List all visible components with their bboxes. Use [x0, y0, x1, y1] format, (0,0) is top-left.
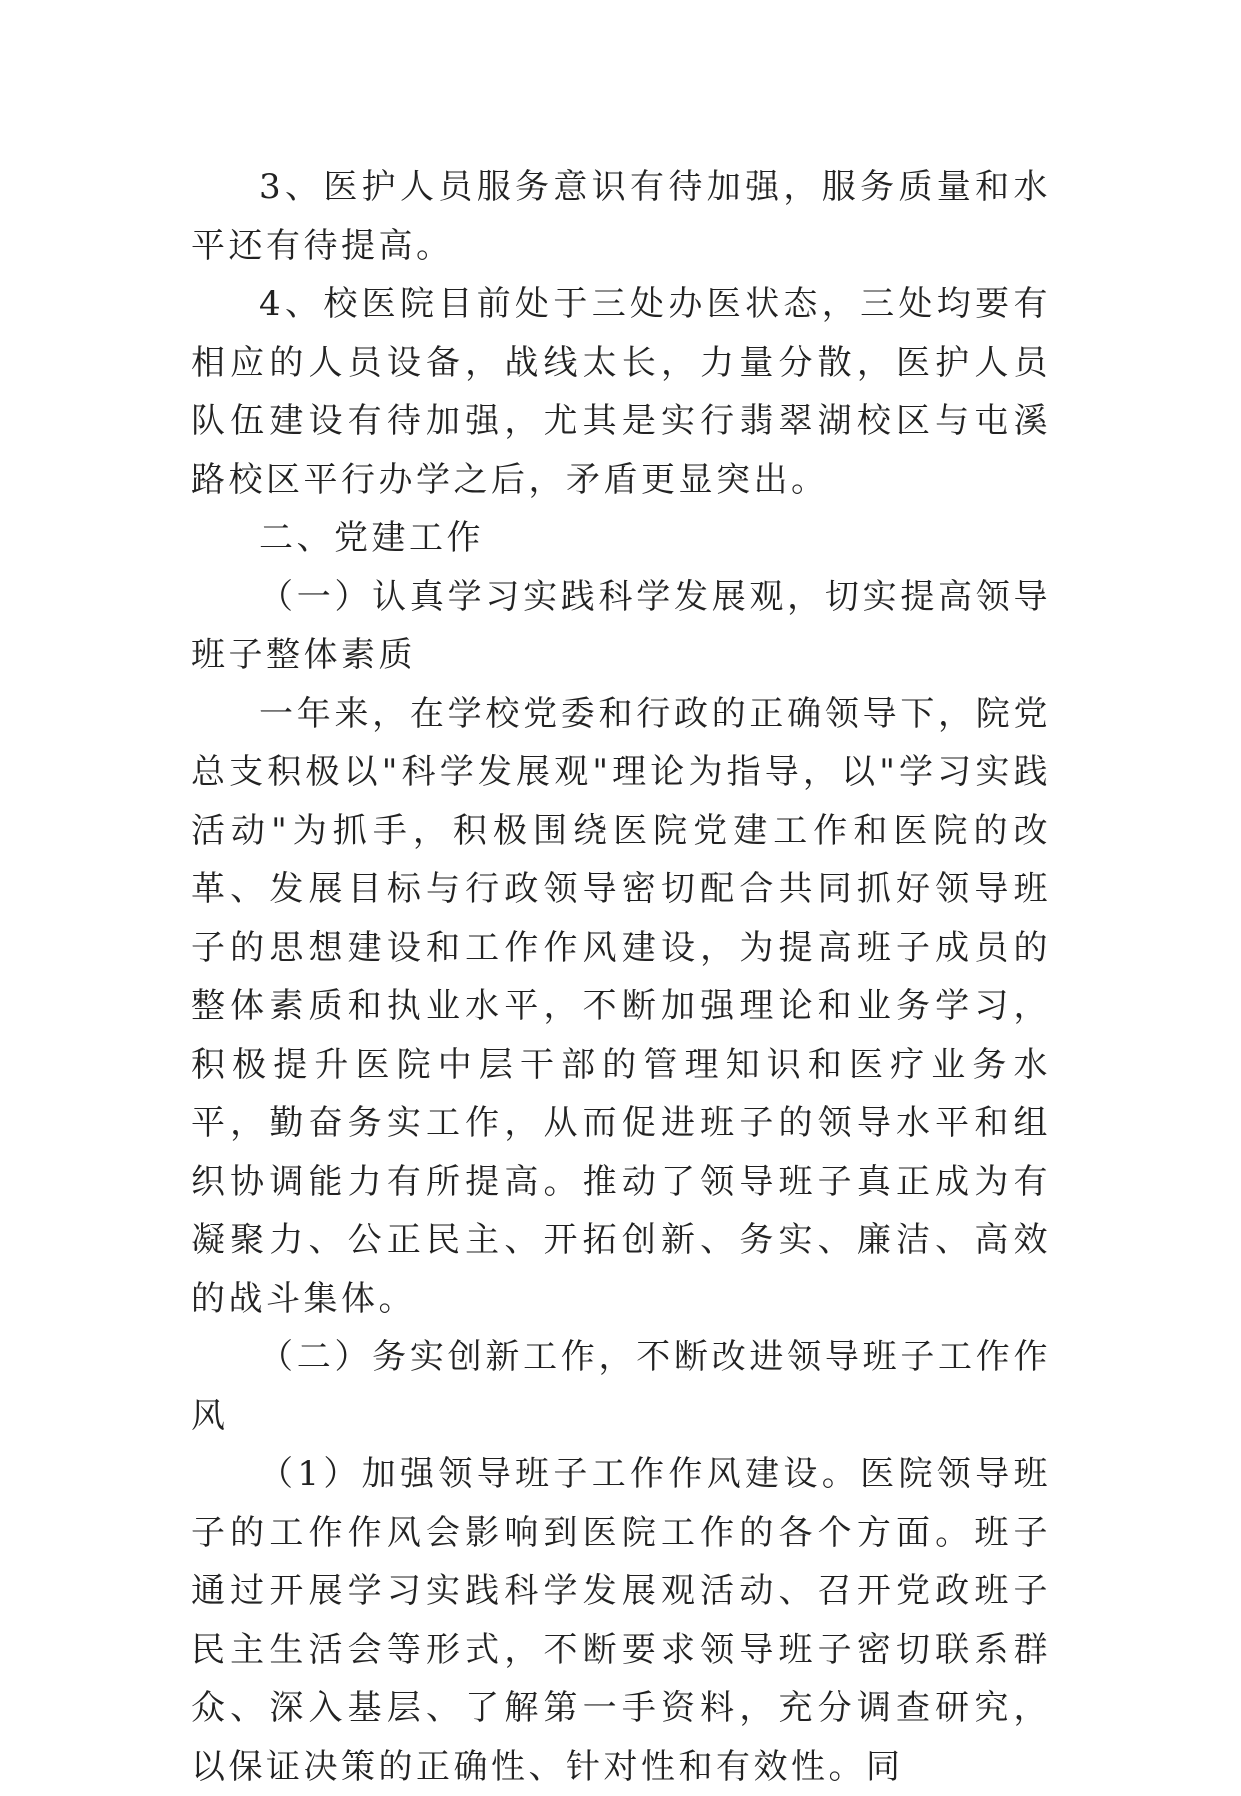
subsection-heading-2: （二）务实创新工作，不断改进领导班子工作作风 [191, 1337, 1051, 1436]
section-heading-party-building: 二、党建工作 [259, 518, 484, 558]
paragraph-body-1: 一年来，在学校党委和行政的正确领导下，院党总支积极以"科学发展观"理论为指导，以"学习实践活动"为抓手，积极围绕医院党建工作和医院的改革、发展目标与行政领导密切配合共同抓好领导班子的思想建设和工作作风建设，为提高班子成员的整体素质和执业水平，不断加强理论和业务学习，积极提升医院中层干部的管理知识和医疗业务水平，勤奋务实工作，从而促进班子的领导水平和组织协调能力有所提高。推动了领导班子真正成为有凝聚力、公正民主、开拓创新、务实、廉洁、高效的战斗集体。 [191, 693, 1051, 1319]
paragraph-body-2: （1）加强领导班子工作作风建设。医院领导班子的工作作风会影响到医院工作的各个方面。班子通过开展学习实践科学发展观活动、召开党政班子民主生活会等形式，不断要求领导班子密切联系群众、深入基层、了解第一手资料，充分调查研究，以保证决策的正确性、针对性和有效性。同 [191, 1454, 1051, 1787]
document-body [191, 158, 1051, 1796]
paragraph-issue-3: 3、医护人员服务意识有待加强，服务质量和水平还有待提高。 [191, 167, 1051, 266]
subsection-heading-1: （一）认真学习实践科学发展观，切实提高领导班子整体素质 [191, 576, 1051, 675]
paragraph-issue-4: 4、校医院目前处于三处办医状态，三处均要有相应的人员设备，战线太长，力量分散，医护人员队伍建设有待加强，尤其是实行翡翠湖校区与屯溪路校区平行办学之后，矛盾更显突出。 [191, 284, 1051, 500]
